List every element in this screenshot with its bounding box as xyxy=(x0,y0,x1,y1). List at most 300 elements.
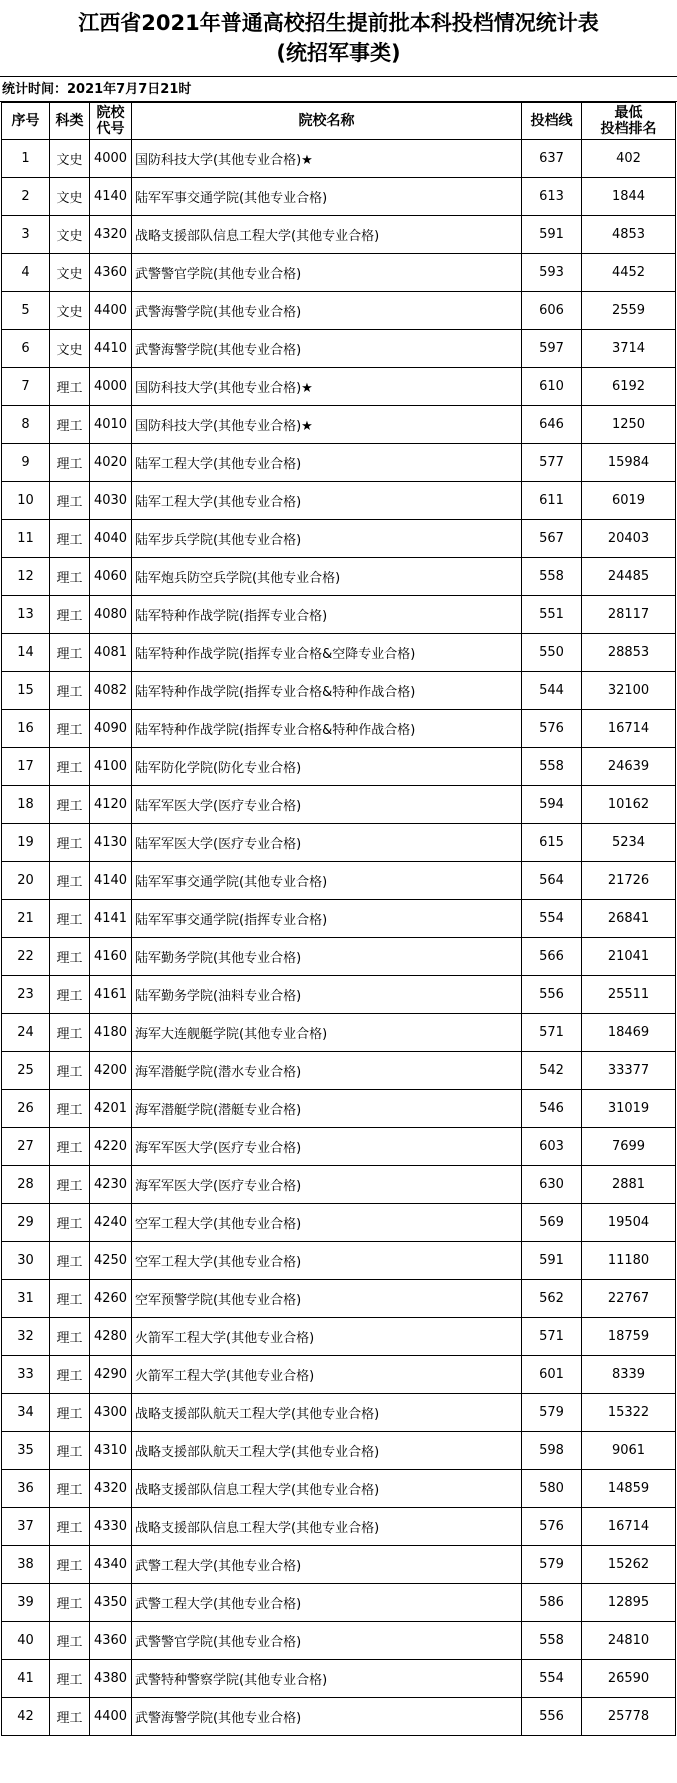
cell-rank: 8339 xyxy=(582,1356,676,1394)
cell-index: 18 xyxy=(2,786,50,824)
header-type: 科类 xyxy=(50,103,90,140)
cell-score: 591 xyxy=(522,1242,582,1280)
table-row xyxy=(2,1204,676,1242)
table-row xyxy=(2,368,676,406)
cell-score: 544 xyxy=(522,672,582,710)
cell-name: 国防科技大学(其他专业合格)★ xyxy=(132,140,522,178)
cell-score: 554 xyxy=(522,1660,582,1698)
cell-index: 7 xyxy=(2,368,50,406)
table-row xyxy=(2,1394,676,1432)
cell-rank: 7699 xyxy=(582,1128,676,1166)
table-row xyxy=(2,824,676,862)
table-row xyxy=(2,520,676,558)
table-row xyxy=(2,330,676,368)
cell-code: 4010 xyxy=(90,406,132,444)
header-code-line1: 院校 xyxy=(96,105,125,121)
cell-type: 理工 xyxy=(50,444,90,482)
cell-index: 30 xyxy=(2,1242,50,1280)
table-row xyxy=(2,1698,676,1736)
cell-score: 594 xyxy=(522,786,582,824)
cell-score: 576 xyxy=(522,710,582,748)
cell-type: 理工 xyxy=(50,1052,90,1090)
cell-type: 文史 xyxy=(50,292,90,330)
cell-name: 武警警官学院(其他专业合格) xyxy=(132,1622,522,1660)
cell-code: 4090 xyxy=(90,710,132,748)
cell-name: 陆军勤务学院(油料专业合格) xyxy=(132,976,522,1014)
table-row xyxy=(2,862,676,900)
cell-rank: 4853 xyxy=(582,216,676,254)
cell-index: 6 xyxy=(2,330,50,368)
table-row xyxy=(2,406,676,444)
cell-name: 陆军工程大学(其他专业合格) xyxy=(132,444,522,482)
cell-index: 33 xyxy=(2,1356,50,1394)
cell-code: 4320 xyxy=(90,1470,132,1508)
cell-rank: 32100 xyxy=(582,672,676,710)
cell-name: 陆军防化学院(防化专业合格) xyxy=(132,748,522,786)
cell-rank: 5234 xyxy=(582,824,676,862)
cell-index: 29 xyxy=(2,1204,50,1242)
cell-index: 24 xyxy=(2,1014,50,1052)
cell-type: 理工 xyxy=(50,900,90,938)
cell-code: 4000 xyxy=(90,368,132,406)
cell-name: 战略支援部队信息工程大学(其他专业合格) xyxy=(132,1508,522,1546)
cell-name: 武警海警学院(其他专业合格) xyxy=(132,292,522,330)
cell-code: 4410 xyxy=(90,330,132,368)
cell-score: 558 xyxy=(522,748,582,786)
cell-rank: 11180 xyxy=(582,1242,676,1280)
cell-type: 理工 xyxy=(50,748,90,786)
cell-code: 4280 xyxy=(90,1318,132,1356)
page-title: 江西省2021年普通高校招生提前批本科投档情况统计表 xyxy=(78,11,599,35)
header-code-line2: 代号 xyxy=(96,121,125,137)
cell-name: 武警警官学院(其他专业合格) xyxy=(132,254,522,292)
admission-table xyxy=(1,102,676,1736)
cell-rank: 2559 xyxy=(582,292,676,330)
cell-code: 4120 xyxy=(90,786,132,824)
cell-code: 4250 xyxy=(90,1242,132,1280)
cell-index: 22 xyxy=(2,938,50,976)
cell-rank: 15984 xyxy=(582,444,676,482)
cell-type: 理工 xyxy=(50,1546,90,1584)
cell-rank: 33377 xyxy=(582,1052,676,1090)
cell-score: 558 xyxy=(522,1622,582,1660)
cell-name: 陆军军医大学(医疗专业合格) xyxy=(132,786,522,824)
cell-name: 空军预警学院(其他专业合格) xyxy=(132,1280,522,1318)
cell-rank: 18759 xyxy=(582,1318,676,1356)
cell-score: 597 xyxy=(522,330,582,368)
cell-type: 理工 xyxy=(50,1318,90,1356)
header-name: 院校名称 xyxy=(132,103,522,140)
cell-score: 569 xyxy=(522,1204,582,1242)
cell-type: 文史 xyxy=(50,254,90,292)
cell-name: 陆军特种作战学院(指挥专业合格&空降专业合格) xyxy=(132,634,522,672)
cell-code: 4201 xyxy=(90,1090,132,1128)
cell-index: 1 xyxy=(2,140,50,178)
cell-name: 战略支援部队航天工程大学(其他专业合格) xyxy=(132,1432,522,1470)
cell-name: 武警工程大学(其他专业合格) xyxy=(132,1584,522,1622)
cell-score: 611 xyxy=(522,482,582,520)
cell-index: 21 xyxy=(2,900,50,938)
cell-type: 理工 xyxy=(50,1432,90,1470)
header-rank xyxy=(582,103,676,140)
cell-type: 理工 xyxy=(50,1090,90,1128)
cell-code: 4380 xyxy=(90,1660,132,1698)
cell-index: 11 xyxy=(2,520,50,558)
cell-index: 39 xyxy=(2,1584,50,1622)
cell-index: 2 xyxy=(2,178,50,216)
table-row xyxy=(2,1622,676,1660)
cell-rank: 15262 xyxy=(582,1546,676,1584)
table-row xyxy=(2,1546,676,1584)
cell-index: 17 xyxy=(2,748,50,786)
cell-score: 637 xyxy=(522,140,582,178)
table-row xyxy=(2,1470,676,1508)
cell-rank: 22767 xyxy=(582,1280,676,1318)
cell-type: 理工 xyxy=(50,1014,90,1052)
cell-type: 理工 xyxy=(50,1470,90,1508)
cell-name: 战略支援部队航天工程大学(其他专业合格) xyxy=(132,1394,522,1432)
cell-name: 国防科技大学(其他专业合格)★ xyxy=(132,406,522,444)
cell-score: 556 xyxy=(522,976,582,1014)
cell-name: 火箭军工程大学(其他专业合格) xyxy=(132,1318,522,1356)
cell-index: 36 xyxy=(2,1470,50,1508)
cell-name: 国防科技大学(其他专业合格)★ xyxy=(132,368,522,406)
stat-time: 统计时间：2021年7月7日21时 xyxy=(0,77,677,102)
cell-code: 4000 xyxy=(90,140,132,178)
cell-code: 4140 xyxy=(90,178,132,216)
cell-type: 理工 xyxy=(50,558,90,596)
table-row xyxy=(2,482,676,520)
cell-rank: 2881 xyxy=(582,1166,676,1204)
cell-code: 4200 xyxy=(90,1052,132,1090)
cell-type: 文史 xyxy=(50,330,90,368)
cell-rank: 21726 xyxy=(582,862,676,900)
cell-index: 19 xyxy=(2,824,50,862)
cell-type: 理工 xyxy=(50,368,90,406)
cell-code: 4130 xyxy=(90,824,132,862)
cell-type: 文史 xyxy=(50,178,90,216)
cell-type: 理工 xyxy=(50,672,90,710)
cell-code: 4310 xyxy=(90,1432,132,1470)
cell-name: 武警海警学院(其他专业合格) xyxy=(132,1698,522,1736)
cell-index: 34 xyxy=(2,1394,50,1432)
cell-rank: 6192 xyxy=(582,368,676,406)
cell-rank: 24639 xyxy=(582,748,676,786)
cell-index: 32 xyxy=(2,1318,50,1356)
cell-rank: 6019 xyxy=(582,482,676,520)
table-row xyxy=(2,900,676,938)
cell-index: 23 xyxy=(2,976,50,1014)
cell-code: 4082 xyxy=(90,672,132,710)
cell-name: 战略支援部队信息工程大学(其他专业合格) xyxy=(132,216,522,254)
cell-rank: 28117 xyxy=(582,596,676,634)
cell-name: 火箭军工程大学(其他专业合格) xyxy=(132,1356,522,1394)
header-score: 投档线 xyxy=(522,103,582,140)
cell-type: 理工 xyxy=(50,520,90,558)
cell-index: 15 xyxy=(2,672,50,710)
cell-type: 理工 xyxy=(50,634,90,672)
cell-rank: 15322 xyxy=(582,1394,676,1432)
cell-name: 陆军特种作战学院(指挥专业合格) xyxy=(132,596,522,634)
table-row xyxy=(2,558,676,596)
cell-type: 理工 xyxy=(50,596,90,634)
cell-score: 598 xyxy=(522,1432,582,1470)
table-row xyxy=(2,748,676,786)
cell-score: 630 xyxy=(522,1166,582,1204)
cell-type: 理工 xyxy=(50,710,90,748)
cell-code: 4140 xyxy=(90,862,132,900)
cell-code: 4141 xyxy=(90,900,132,938)
table-row xyxy=(2,254,676,292)
table-row xyxy=(2,1014,676,1052)
cell-type: 文史 xyxy=(50,216,90,254)
cell-score: 566 xyxy=(522,938,582,976)
cell-score: 571 xyxy=(522,1318,582,1356)
cell-index: 8 xyxy=(2,406,50,444)
cell-rank: 31019 xyxy=(582,1090,676,1128)
cell-score: 571 xyxy=(522,1014,582,1052)
table-row xyxy=(2,634,676,672)
cell-name: 海军潜艇学院(潜艇专业合格) xyxy=(132,1090,522,1128)
cell-index: 10 xyxy=(2,482,50,520)
table-row xyxy=(2,216,676,254)
cell-score: 603 xyxy=(522,1128,582,1166)
header-rank-line1: 最低 xyxy=(614,105,643,121)
table-row xyxy=(2,1128,676,1166)
cell-score: 646 xyxy=(522,406,582,444)
cell-type: 理工 xyxy=(50,1622,90,1660)
cell-name: 陆军炮兵防空兵学院(其他专业合格) xyxy=(132,558,522,596)
table-row xyxy=(2,1090,676,1128)
cell-rank: 12895 xyxy=(582,1584,676,1622)
cell-score: 593 xyxy=(522,254,582,292)
cell-type: 理工 xyxy=(50,862,90,900)
cell-name: 海军军医大学(医疗专业合格) xyxy=(132,1166,522,1204)
cell-index: 13 xyxy=(2,596,50,634)
title-block xyxy=(0,0,677,77)
cell-code: 4260 xyxy=(90,1280,132,1318)
cell-rank: 26841 xyxy=(582,900,676,938)
cell-code: 4230 xyxy=(90,1166,132,1204)
cell-score: 586 xyxy=(522,1584,582,1622)
cell-score: 564 xyxy=(522,862,582,900)
cell-index: 12 xyxy=(2,558,50,596)
cell-type: 文史 xyxy=(50,140,90,178)
cell-rank: 28853 xyxy=(582,634,676,672)
cell-type: 理工 xyxy=(50,1204,90,1242)
cell-score: 562 xyxy=(522,1280,582,1318)
cell-rank: 24485 xyxy=(582,558,676,596)
cell-name: 陆军军事交通学院(指挥专业合格) xyxy=(132,900,522,938)
cell-code: 4060 xyxy=(90,558,132,596)
cell-code: 4240 xyxy=(90,1204,132,1242)
cell-name: 海军军医大学(医疗专业合格) xyxy=(132,1128,522,1166)
cell-code: 4020 xyxy=(90,444,132,482)
cell-score: 576 xyxy=(522,1508,582,1546)
table-row xyxy=(2,1280,676,1318)
cell-name: 陆军特种作战学院(指挥专业合格&特种作战合格) xyxy=(132,672,522,710)
table-row xyxy=(2,1584,676,1622)
cell-score: 556 xyxy=(522,1698,582,1736)
cell-rank: 26590 xyxy=(582,1660,676,1698)
cell-rank: 1844 xyxy=(582,178,676,216)
cell-code: 4290 xyxy=(90,1356,132,1394)
cell-code: 4040 xyxy=(90,520,132,558)
table-row xyxy=(2,140,676,178)
cell-score: 551 xyxy=(522,596,582,634)
cell-code: 4220 xyxy=(90,1128,132,1166)
cell-name: 海军大连舰艇学院(其他专业合格) xyxy=(132,1014,522,1052)
cell-code: 4100 xyxy=(90,748,132,786)
cell-index: 9 xyxy=(2,444,50,482)
cell-type: 理工 xyxy=(50,938,90,976)
cell-score: 613 xyxy=(522,178,582,216)
cell-rank: 10162 xyxy=(582,786,676,824)
cell-index: 3 xyxy=(2,216,50,254)
header-code xyxy=(90,103,132,140)
table-row xyxy=(2,1356,676,1394)
cell-rank: 9061 xyxy=(582,1432,676,1470)
cell-index: 28 xyxy=(2,1166,50,1204)
cell-type: 理工 xyxy=(50,1280,90,1318)
cell-index: 41 xyxy=(2,1660,50,1698)
cell-index: 16 xyxy=(2,710,50,748)
table-body xyxy=(2,140,676,1736)
cell-rank: 402 xyxy=(582,140,676,178)
cell-score: 577 xyxy=(522,444,582,482)
cell-index: 35 xyxy=(2,1432,50,1470)
cell-score: 554 xyxy=(522,900,582,938)
table-row xyxy=(2,178,676,216)
cell-index: 42 xyxy=(2,1698,50,1736)
cell-rank: 20403 xyxy=(582,520,676,558)
cell-name: 陆军步兵学院(其他专业合格) xyxy=(132,520,522,558)
table-row xyxy=(2,1166,676,1204)
cell-rank: 16714 xyxy=(582,1508,676,1546)
table-row xyxy=(2,1508,676,1546)
cell-rank: 21041 xyxy=(582,938,676,976)
cell-score: 606 xyxy=(522,292,582,330)
cell-index: 25 xyxy=(2,1052,50,1090)
cell-code: 4160 xyxy=(90,938,132,976)
table-row xyxy=(2,1052,676,1090)
cell-index: 38 xyxy=(2,1546,50,1584)
cell-type: 理工 xyxy=(50,406,90,444)
cell-code: 4030 xyxy=(90,482,132,520)
cell-code: 4360 xyxy=(90,1622,132,1660)
cell-name: 陆军军医大学(医疗专业合格) xyxy=(132,824,522,862)
cell-type: 理工 xyxy=(50,824,90,862)
cell-type: 理工 xyxy=(50,1166,90,1204)
cell-name: 陆军军事交通学院(其他专业合格) xyxy=(132,178,522,216)
header-rank-line2: 投档排名 xyxy=(600,121,657,137)
cell-name: 陆军军事交通学院(其他专业合格) xyxy=(132,862,522,900)
cell-index: 5 xyxy=(2,292,50,330)
cell-name: 陆军勤务学院(其他专业合格) xyxy=(132,938,522,976)
table-header xyxy=(2,103,676,140)
cell-type: 理工 xyxy=(50,482,90,520)
cell-score: 615 xyxy=(522,824,582,862)
cell-type: 理工 xyxy=(50,1242,90,1280)
cell-type: 理工 xyxy=(50,976,90,1014)
table-row xyxy=(2,596,676,634)
table-row xyxy=(2,1242,676,1280)
cell-score: 579 xyxy=(522,1546,582,1584)
cell-code: 4161 xyxy=(90,976,132,1014)
cell-code: 4350 xyxy=(90,1584,132,1622)
cell-score: 567 xyxy=(522,520,582,558)
cell-score: 558 xyxy=(522,558,582,596)
cell-rank: 1250 xyxy=(582,406,676,444)
cell-index: 37 xyxy=(2,1508,50,1546)
table-row xyxy=(2,672,676,710)
header-row xyxy=(2,103,676,140)
cell-code: 4080 xyxy=(90,596,132,634)
cell-score: 546 xyxy=(522,1090,582,1128)
cell-code: 4300 xyxy=(90,1394,132,1432)
cell-code: 4400 xyxy=(90,292,132,330)
cell-name: 武警工程大学(其他专业合格) xyxy=(132,1546,522,1584)
cell-type: 理工 xyxy=(50,1698,90,1736)
table-row xyxy=(2,710,676,748)
cell-rank: 19504 xyxy=(582,1204,676,1242)
cell-rank: 16714 xyxy=(582,710,676,748)
cell-name: 武警特种警察学院(其他专业合格) xyxy=(132,1660,522,1698)
cell-name: 陆军工程大学(其他专业合格) xyxy=(132,482,522,520)
cell-index: 14 xyxy=(2,634,50,672)
cell-type: 理工 xyxy=(50,1584,90,1622)
cell-rank: 25778 xyxy=(582,1698,676,1736)
cell-code: 4180 xyxy=(90,1014,132,1052)
cell-index: 27 xyxy=(2,1128,50,1166)
table-row xyxy=(2,1660,676,1698)
cell-rank: 25511 xyxy=(582,976,676,1014)
cell-rank: 18469 xyxy=(582,1014,676,1052)
table-row xyxy=(2,1318,676,1356)
cell-type: 理工 xyxy=(50,1356,90,1394)
cell-rank: 14859 xyxy=(582,1470,676,1508)
cell-index: 40 xyxy=(2,1622,50,1660)
cell-index: 26 xyxy=(2,1090,50,1128)
cell-rank: 3714 xyxy=(582,330,676,368)
cell-name: 战略支援部队信息工程大学(其他专业合格) xyxy=(132,1470,522,1508)
cell-score: 579 xyxy=(522,1394,582,1432)
cell-code: 4360 xyxy=(90,254,132,292)
table-row xyxy=(2,938,676,976)
cell-index: 20 xyxy=(2,862,50,900)
cell-type: 理工 xyxy=(50,1394,90,1432)
cell-name: 空军工程大学(其他专业合格) xyxy=(132,1204,522,1242)
cell-score: 610 xyxy=(522,368,582,406)
cell-type: 理工 xyxy=(50,786,90,824)
cell-score: 591 xyxy=(522,216,582,254)
table-row xyxy=(2,1432,676,1470)
cell-code: 4320 xyxy=(90,216,132,254)
cell-code: 4400 xyxy=(90,1698,132,1736)
cell-score: 542 xyxy=(522,1052,582,1090)
cell-name: 空军工程大学(其他专业合格) xyxy=(132,1242,522,1280)
cell-score: 580 xyxy=(522,1470,582,1508)
cell-name: 海军潜艇学院(潜水专业合格) xyxy=(132,1052,522,1090)
cell-code: 4330 xyxy=(90,1508,132,1546)
table-row xyxy=(2,444,676,482)
cell-name: 陆军特种作战学院(指挥专业合格&特种作战合格) xyxy=(132,710,522,748)
table-row xyxy=(2,786,676,824)
header-index: 序号 xyxy=(2,103,50,140)
cell-type: 理工 xyxy=(50,1660,90,1698)
cell-score: 601 xyxy=(522,1356,582,1394)
cell-name: 武警海警学院(其他专业合格) xyxy=(132,330,522,368)
